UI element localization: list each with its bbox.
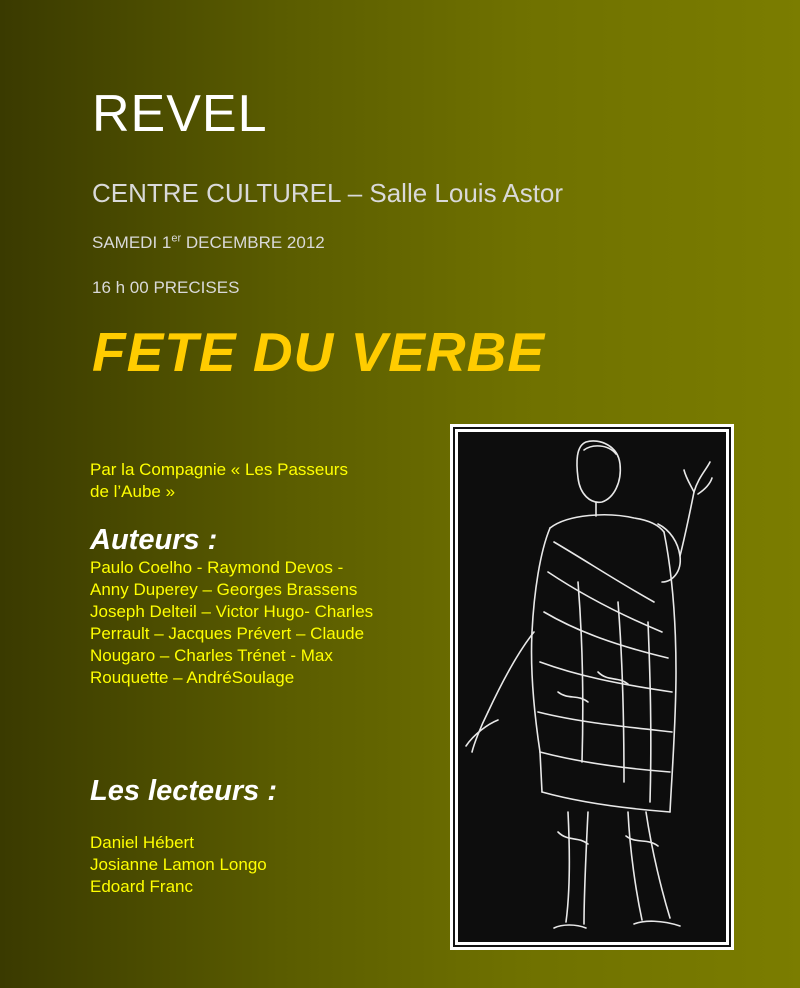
event-date-day: SAMEDI 1: [92, 233, 172, 252]
reader-name: Daniel Hébert: [90, 833, 194, 852]
readers-list: [90, 832, 267, 898]
illustration-border: [453, 427, 731, 947]
reader-name: Edoard Franc: [90, 877, 193, 896]
company-credit: Par la Compagnie « Les Passeurs de l’Aube »: [90, 460, 348, 501]
page-title: REVEL: [92, 85, 268, 143]
reader-name: Josianne Lamon Longo: [90, 855, 267, 874]
authors-list: Paulo Coelho - Raymond Devos - Anny Duperey – Georges Brassens Joseph Delteil – Victor Hugo- Charles Perrault – Jacques Prévert – Claude Nougaro – Charles Trénet - Max Rouquette – AndréSoulage: [90, 558, 374, 687]
event-date-ordinal: er: [171, 232, 182, 245]
illustration-frame: [450, 424, 734, 950]
toga-figure-icon: [458, 432, 726, 942]
event-time: 16 h 00 PRECISES: [92, 278, 240, 297]
event-title: FETE DU VERBE: [92, 321, 546, 383]
authors-heading: Auteurs :: [90, 524, 218, 556]
event-date: [92, 233, 325, 253]
venue: CENTRE CULTUREL – Salle Louis Astor: [92, 178, 564, 208]
event-date-month-year: DECEMBRE 2012: [181, 233, 325, 252]
toga-figure-illustration: [458, 432, 726, 942]
readers-heading: Les lecteurs :: [90, 775, 277, 807]
